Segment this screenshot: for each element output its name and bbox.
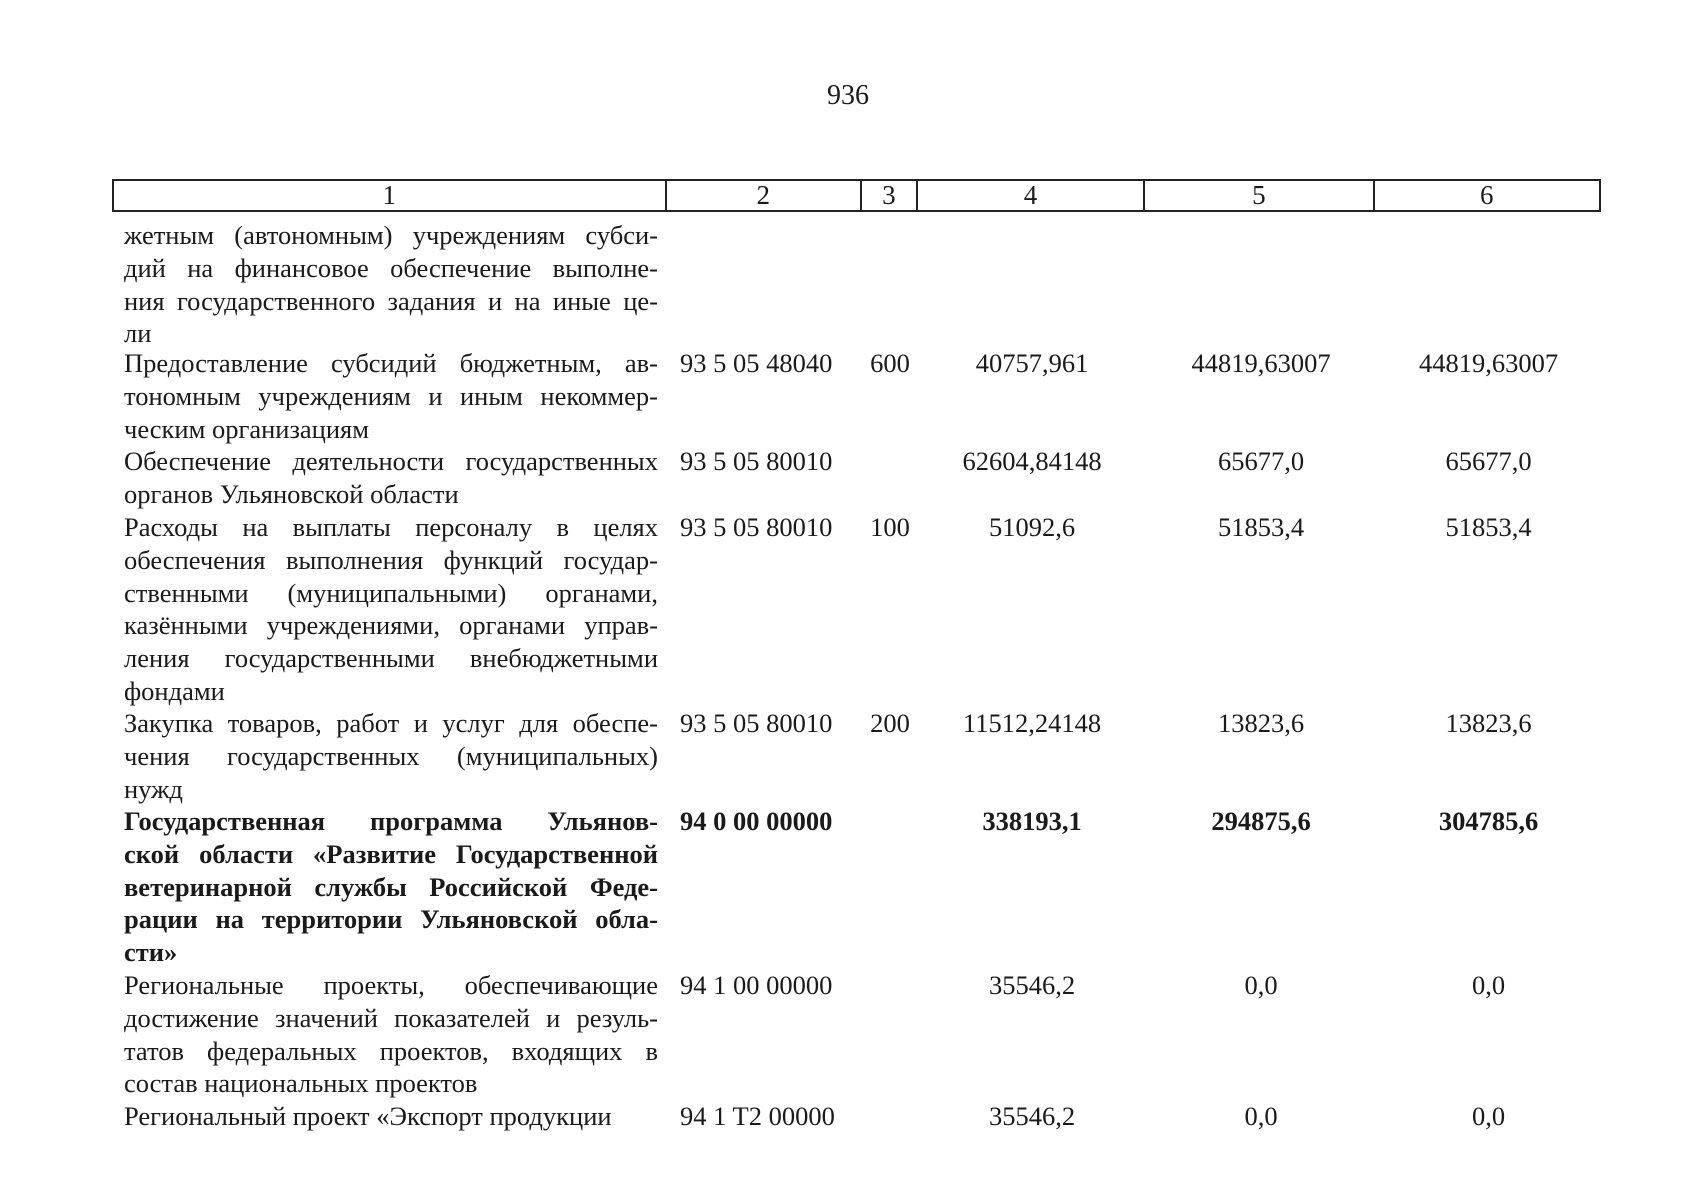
table-row (112, 1100, 1601, 1133)
value-col-6: 0,0 (1471, 1101, 1506, 1131)
value-col-5: 44819,63007 (1191, 348, 1331, 378)
budget-code: 93 5 05 80010 (680, 708, 833, 738)
header-col-1: 1 (114, 181, 667, 210)
expense-type (862, 1100, 918, 1133)
row-description (112, 347, 666, 445)
value-col-4: 35546,2 (988, 1101, 1076, 1131)
description-line: Обеспечение деятельности государственных (124, 446, 658, 476)
value-col-6: 13823,6 (1445, 708, 1532, 738)
description-line: ской области «Развитие Государственной (124, 838, 658, 869)
budget-code: 93 5 05 80010 (680, 512, 833, 542)
budget-code: 94 1 T2 00000 (680, 1101, 835, 1131)
description-line: сти» (124, 937, 178, 968)
row-description (112, 1100, 666, 1133)
header-col-2: 2 (667, 181, 862, 210)
expense-type (862, 445, 918, 511)
budget-code: 94 0 00 00000 (680, 806, 833, 836)
table-row (112, 805, 1601, 969)
description-line: достижение значений показателей и резуль- (124, 1002, 658, 1033)
value-col-4 (918, 219, 1146, 350)
description-line: ния государственного задания и на иные це- (124, 285, 658, 316)
header-col-6: 6 (1480, 180, 1494, 210)
description-line: жетным (автономным) учреждениям субси- (124, 220, 658, 250)
value-col-4: 40757,961 (975, 348, 1089, 378)
value-col-5: 65677,0 (1217, 446, 1305, 476)
value-col-6: 304785,6 (1438, 806, 1539, 836)
value-col-6: 0,0 (1471, 970, 1506, 1000)
description-line: тономным учреждениям и иным некоммер- (124, 380, 658, 411)
description-line: Региональные проекты, обеспечивающие (124, 970, 658, 1000)
description-line: Расходы на выплаты персоналу в целях (124, 512, 658, 542)
description-line: татов федеральных проектов, входящих в (124, 1035, 658, 1066)
description-line: рации на территории Ульяновской обла- (124, 904, 658, 935)
budget-code: 94 1 00 00000 (680, 970, 833, 1000)
value-col-6: 51853,4 (1445, 512, 1532, 542)
description-line: чения государственных (муниципальных) (124, 740, 658, 771)
description-line: Предоставление субсидий бюджетным, ав- (124, 348, 658, 378)
header-col-3: 3 (862, 181, 918, 210)
description-line: Региональный проект «Экспорт продукции (124, 1101, 612, 1131)
value-col-5: 294875,6 (1211, 806, 1311, 836)
description-line: ственными (муниципальными) органами, (124, 577, 658, 608)
table-row (112, 707, 1601, 805)
expense-type: 200 (870, 708, 910, 738)
budget-code (666, 219, 862, 350)
header-col-5: 5 (1145, 181, 1374, 210)
table-row (112, 445, 1601, 511)
table-row (112, 347, 1601, 445)
value-col-5: 13823,6 (1217, 708, 1305, 738)
description-line: состав национальных проектов (124, 1068, 478, 1099)
table-header (112, 179, 1601, 212)
row-description (112, 969, 666, 1100)
expense-type (862, 219, 918, 350)
value-col-4: 338193,1 (982, 806, 1082, 836)
table-row (112, 219, 1601, 350)
row-description (112, 445, 666, 511)
header-col-4: 4 (918, 181, 1145, 210)
value-col-5 (1146, 219, 1376, 350)
expense-type (862, 805, 918, 969)
description-line: дий на финансовое обеспечение выполне- (124, 252, 658, 283)
page-number: 936 (827, 80, 869, 111)
description-line: ческим организациям (124, 413, 370, 444)
budget-code: 93 5 05 80010 (680, 446, 833, 476)
description-line: ветеринарной службы Российской Феде- (124, 871, 658, 902)
description-line: нужд (124, 773, 183, 804)
value-col-4: 11512,24148 (962, 708, 1102, 738)
value-col-4: 51092,6 (988, 512, 1076, 542)
description-line: органов Ульяновской области (124, 478, 459, 509)
budget-code: 93 5 05 48040 (680, 348, 833, 378)
value-col-6: 65677,0 (1445, 446, 1532, 476)
value-col-6 (1376, 219, 1601, 350)
row-description (112, 511, 666, 708)
value-col-6: 44819,63007 (1418, 348, 1559, 378)
table-row (112, 511, 1601, 708)
description-line: фондами (124, 675, 225, 706)
description-line: казёнными учреждениями, органами управ- (124, 610, 658, 641)
value-col-4: 62604,84148 (962, 446, 1102, 476)
value-col-5: 51853,4 (1217, 512, 1305, 542)
description-line: Закупка товаров, работ и услуг для обеспе- (124, 708, 658, 738)
row-description (112, 707, 666, 805)
expense-type (862, 969, 918, 1100)
description-line: ления государственными внебюджетными (124, 643, 658, 674)
value-col-4: 35546,2 (988, 970, 1076, 1000)
description-line: ли (124, 318, 152, 349)
description-line: Государственная программа Ульянов- (124, 806, 658, 836)
value-col-5: 0,0 (1244, 970, 1278, 1000)
row-description (112, 805, 666, 969)
expense-type: 600 (870, 348, 910, 378)
value-col-5: 0,0 (1244, 1101, 1278, 1131)
table-row (112, 969, 1601, 1100)
row-description (112, 219, 666, 350)
expense-type: 100 (870, 512, 910, 542)
description-line: обеспечения выполнения функций государ- (124, 544, 658, 575)
